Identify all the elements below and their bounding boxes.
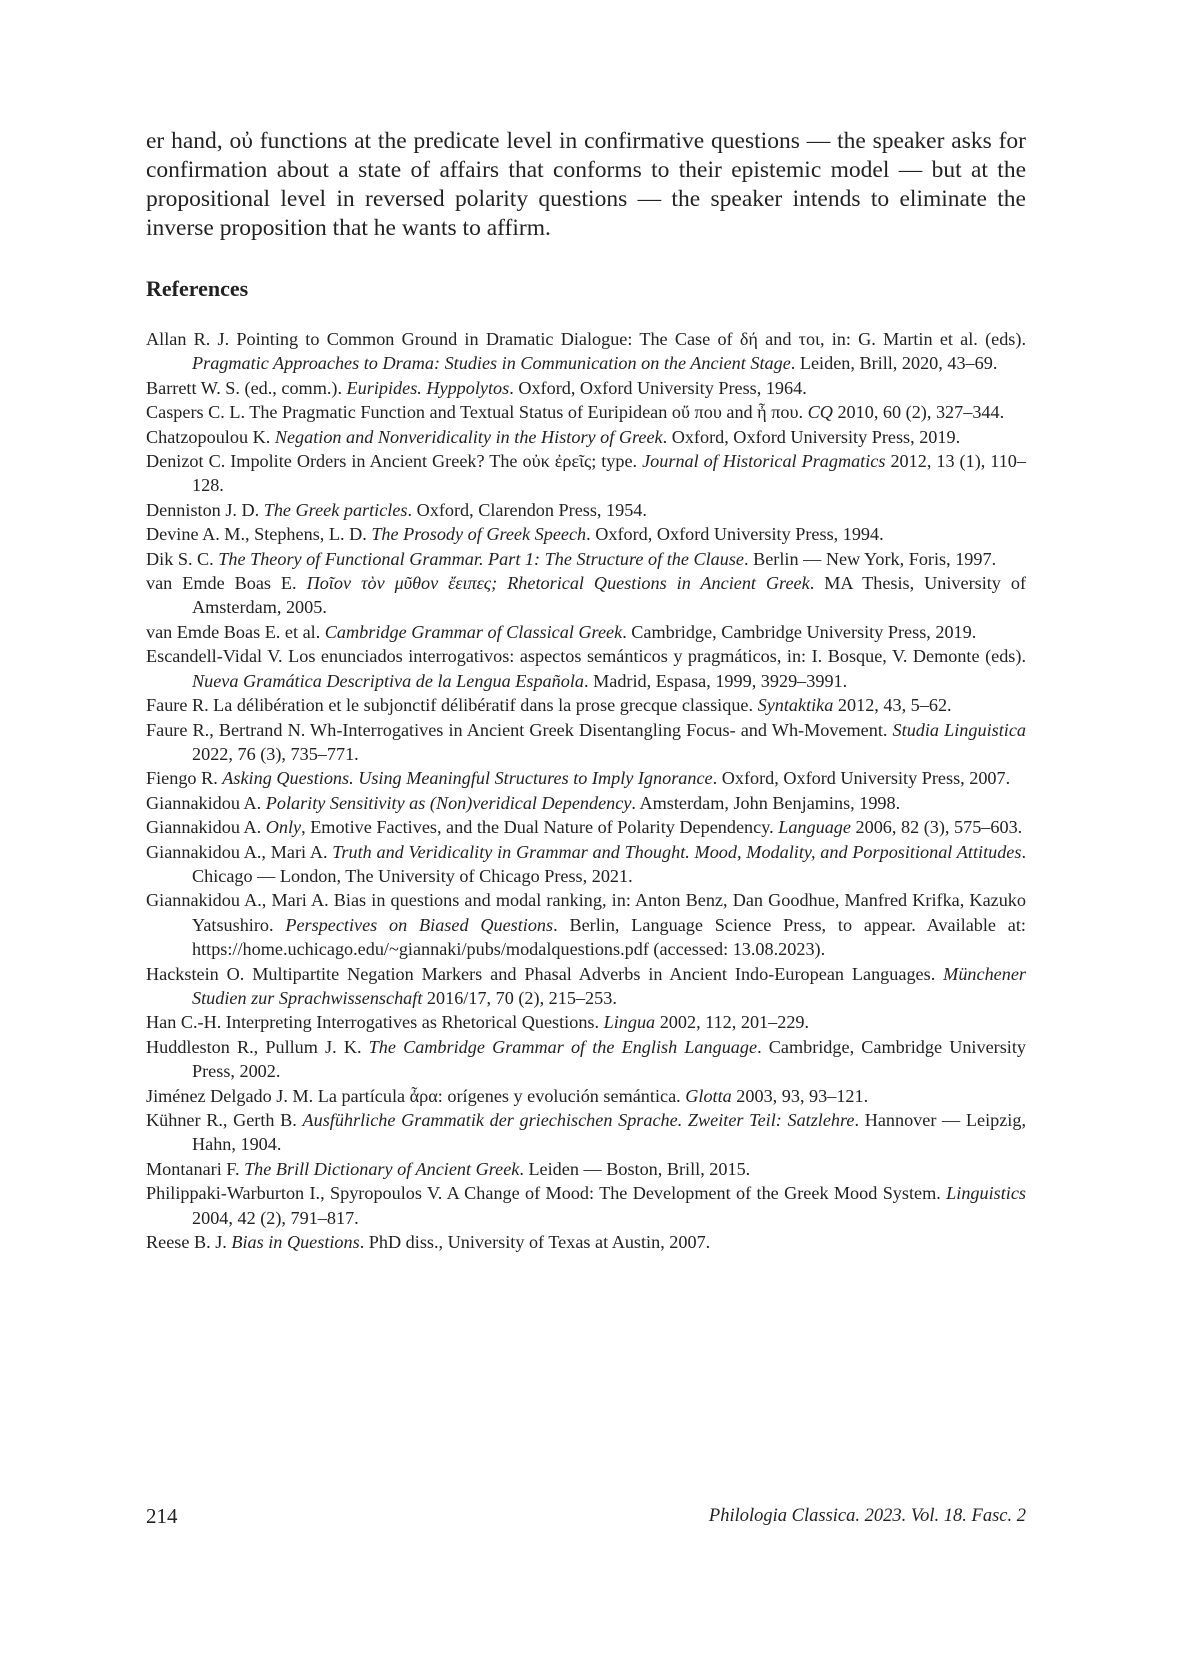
- reference-entry: [146, 644, 1026, 693]
- reference-text: . Oxford, Clarendon Press, 1954.: [407, 499, 647, 520]
- reference-entry: [146, 620, 1026, 644]
- reference-text: . Cambridge, Cambridge University Press, 2019.: [622, 621, 977, 642]
- reference-title: CQ: [807, 402, 833, 423]
- reference-title: The Theory of Functional Grammar. Part 1: The Structure of the Clause: [218, 548, 744, 569]
- reference-text: . Oxford, Oxford University Press, 1994.: [586, 524, 884, 545]
- reference-title: The Cambridge Grammar of the English Language: [368, 1036, 758, 1057]
- reference-text: 2003, 93, 93–121.: [731, 1085, 869, 1106]
- reference-entry: [146, 693, 1026, 717]
- reference-title: Ποῖον τὸν μῦθον ἔειπες; Rhetorical Questions in Ancient Greek: [306, 573, 810, 594]
- reference-text: van Emde Boas E.: [146, 573, 307, 594]
- reference-text: . Oxford, Oxford University Press, 2019.: [662, 426, 961, 447]
- reference-entry: [146, 1035, 1026, 1084]
- reference-text: . Amsterdam, John Benjamins, 1998.: [631, 792, 901, 813]
- reference-text: . Leiden, Brill, 2020, 43–69.: [790, 353, 998, 374]
- reference-text: Reese B. J.: [146, 1232, 232, 1253]
- reference-text: , Emotive Factives, and the Dual Nature of Polarity Dependency.: [301, 817, 779, 838]
- reference-entry: [146, 376, 1026, 400]
- reference-title: Language: [778, 817, 851, 838]
- reference-text: . Cambridge, Cambridge University Press, 2002.: [192, 1036, 1026, 1082]
- reference-entry: [146, 840, 1026, 889]
- reference-entry: [146, 791, 1026, 815]
- reference-text: Chatzopoulou K.: [146, 426, 275, 447]
- reference-text: . Madrid, Espasa, 1999, 3929–3991.: [584, 670, 848, 691]
- reference-title: Negation and Nonveridicality in the History of Greek: [274, 426, 663, 447]
- reference-text: 2022, 76 (3), 735–771.: [192, 743, 359, 764]
- reference-text: . Oxford, Oxford University Press, 1964.: [509, 377, 807, 398]
- reference-text: Faure R. La délibération et le subjonctif délibératif dans la prose grecque classique.: [146, 695, 758, 716]
- reference-text: Dik S. C.: [146, 548, 219, 569]
- reference-text: . Berlin — New York, Foris, 1997.: [744, 548, 997, 569]
- reference-title: The Brill Dictionary of Ancient Greek: [244, 1158, 520, 1179]
- reference-text: . Oxford, Oxford University Press, 2007.: [712, 768, 1011, 789]
- reference-text: Hackstein O. Multipartite Negation Markers and Phasal Adverbs in Ancient Indo-European Languages.: [146, 963, 944, 984]
- journal-citation: Philologia Classica. 2023. Vol. 18. Fasc. 2: [708, 1506, 1026, 1526]
- reference-text: Denniston J. D.: [146, 499, 264, 520]
- reference-title: Bias in Questions: [231, 1232, 360, 1253]
- reference-text: . Leiden — Boston, Brill, 2015.: [519, 1158, 751, 1179]
- reference-text: 2016/17, 70 (2), 215–253.: [422, 987, 617, 1008]
- references-heading: References: [146, 276, 249, 301]
- reference-entry: [146, 1157, 1026, 1181]
- reference-title: Perspectives on Biased Questions: [285, 914, 554, 935]
- reference-title: Linguistics: [946, 1183, 1026, 1204]
- reference-text: Giannakidou A.: [146, 792, 266, 813]
- reference-text: 2010, 60 (2), 327–344.: [832, 402, 1005, 423]
- reference-title: The Prosody of Greek Speech: [371, 524, 587, 545]
- reference-entry: [146, 522, 1026, 546]
- reference-text: . MA Thesis, University of Amsterdam, 2005.: [192, 573, 1027, 618]
- reference-text: Giannakidou A., Mari A. Bias in questions and modal ranking, in: Anton Benz, Dan Goodhue, Manfred Krifka, Kazuko Yatsushiro.: [146, 890, 1026, 935]
- reference-text: 2002, 112, 201–229.: [655, 1012, 810, 1033]
- reference-title: Truth and Veridicality in Grammar and Thought. Mood, Modality, and Porpositional Attitudes: [332, 841, 1022, 862]
- reference-text: 2012, 43, 5–62.: [833, 695, 952, 716]
- reference-entry: [146, 400, 1026, 424]
- reference-title: Nueva Gramática Descriptiva de la Lengua Española: [192, 670, 584, 691]
- reference-entry: [146, 1108, 1026, 1157]
- reference-text: Caspers C. L. The Pragmatic Function and Textual Status of Euripidean οὔ που and ἦ που.: [146, 402, 808, 423]
- reference-entry: [146, 1230, 1026, 1254]
- reference-text: Giannakidou A.: [146, 817, 266, 838]
- reference-entry: [146, 571, 1026, 620]
- reference-entry: [146, 425, 1026, 449]
- reference-text: . Chicago — London, The University of Chicago Press, 2021.: [192, 841, 1027, 886]
- reference-text: 2012, 13 (1), 110–128.: [192, 451, 1026, 496]
- reference-entry: [146, 888, 1026, 961]
- reference-entry: [146, 498, 1026, 522]
- reference-title: Münchener Studien zur Sprachwissenschaft: [192, 963, 1026, 1008]
- reference-text: Han C.-H. Interpreting Interrogatives as Rhetorical Questions.: [146, 1012, 604, 1033]
- reference-text: Montanari F.: [146, 1158, 245, 1179]
- reference-text: . Hannover — Leipzig, Hahn, 1904.: [192, 1110, 1027, 1155]
- page-number: 214: [146, 1504, 178, 1528]
- reference-text: 2004, 42 (2), 791–817.: [192, 1207, 359, 1228]
- references-list: [146, 327, 1026, 1254]
- reference-text: Philippaki-Warburton I., Spyropoulos V. A Change of Mood: The Development of the Greek Mood System.: [146, 1183, 947, 1204]
- reference-title: Asking Questions. Using Meaningful Structures to Imply Ignorance: [222, 768, 713, 789]
- reference-title: Pragmatic Approaches to Drama: Studies in Communication on the Ancient Stage: [192, 353, 791, 374]
- reference-entry: [146, 718, 1026, 767]
- reference-entry: [146, 815, 1026, 839]
- reference-text: Giannakidou A., Mari A.: [146, 841, 333, 862]
- reference-title: Lingua: [603, 1012, 656, 1033]
- reference-title: Journal of Historical Pragmatics: [642, 451, 886, 472]
- reference-text: Allan R. J. Pointing to Common Ground in Dramatic Dialogue: The Case of δή and τοι, in: G. Martin et al. (eds).: [146, 329, 1026, 349]
- reference-text: Faure R., Bertrand N. Wh-Interrogatives in Ancient Greek Disentangling Focus- and Wh-Movement.: [146, 719, 893, 740]
- reference-title: Ausführliche Grammatik der griechischen Sprache. Zweiter Teil: Satzlehre: [302, 1110, 855, 1130]
- reference-entry: [146, 547, 1026, 571]
- reference-entry: [146, 1010, 1026, 1034]
- reference-entry: [146, 766, 1026, 790]
- reference-entry: [146, 1181, 1026, 1230]
- reference-text: . Berlin, Language Science Press, to appear. Available at: https://home.uchicago.edu/~giannaki/pubs/modalquestions.pdf (accessed: 13.08.2023).: [192, 914, 1026, 960]
- reference-title: Cambridge Grammar of Classical Greek: [324, 621, 623, 642]
- reference-title: Euripides. Hyppolytos: [346, 377, 510, 398]
- reference-title: Glotta: [685, 1085, 732, 1106]
- reference-text: Jiménez Delgado J. M. La partícula ἆρα: orígenes y evolución semántica.: [146, 1085, 686, 1106]
- reference-text: 2006, 82 (3), 575–603.: [850, 817, 1023, 838]
- body-paragraph: er hand, οὐ functions at the predicate level in confirmative questions — the speaker asks for confirmation about a state of affairs that conforms to their epistemic model — but at the propositional level in reversed polarity questions — the speaker intends to eliminate the inverse proposition that he wants to affirm.: [146, 128, 1026, 241]
- reference-title: The Greek particles: [263, 499, 408, 520]
- reference-title: Only: [265, 817, 302, 838]
- reference-text: Escandell-Vidal V. Los enunciados interrogativos: aspectos semánticos y pragmáticos, in: I. Bosque, V. Demonte (eds).: [146, 646, 1026, 667]
- reference-text: van Emde Boas E. et al.: [146, 621, 325, 642]
- reference-title: Syntaktika: [757, 695, 834, 716]
- reference-text: Denizot C. Impolite Orders in Ancient Greek? The οὐκ ἐρεῖς; type.: [146, 451, 643, 472]
- reference-entry: [146, 449, 1026, 498]
- reference-text: Kühner R., Gerth B.: [146, 1110, 303, 1130]
- reference-text: Devine A. M., Stephens, L. D.: [146, 524, 372, 545]
- reference-entry: [146, 1084, 1026, 1108]
- reference-text: Fiengo R.: [146, 768, 223, 789]
- reference-text: Barrett W. S. (ed., comm.).: [146, 377, 347, 398]
- reference-title: Polarity Sensitivity as (Non)veridical Dependency: [265, 792, 632, 813]
- reference-text: . PhD diss., University of Texas at Austin, 2007.: [359, 1232, 711, 1253]
- reference-entry: [146, 962, 1026, 1011]
- reference-text: Huddleston R., Pullum J. K.: [146, 1036, 369, 1057]
- reference-title: Studia Linguistica: [892, 719, 1026, 740]
- reference-entry: [146, 327, 1026, 376]
